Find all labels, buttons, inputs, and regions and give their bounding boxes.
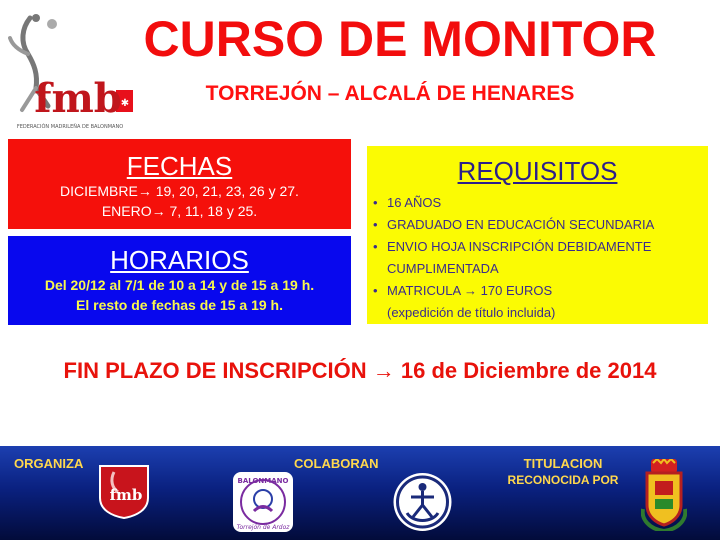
- svg-text:fmb: fmb: [109, 486, 143, 504]
- logo-caption: FEDERACIÓN MADRILEÑA DE BALONMANO: [16, 124, 124, 130]
- titulacion-label: TITULACION: [523, 456, 603, 471]
- svg-text:BALONMANO: BALONMANO: [237, 477, 289, 485]
- horarios-line: El resto de fechas de 15 a 19 h.: [76, 297, 283, 313]
- fechas-line: ENERO→ 7, 11, 18 y 25.: [101, 203, 258, 219]
- horarios-box: [8, 236, 351, 325]
- club-logo: [232, 471, 294, 533]
- requisitos-box: [367, 146, 708, 324]
- horarios-heading: HORARIOS: [110, 245, 249, 275]
- page-title: CURSO DE MONITOR: [143, 11, 657, 67]
- page-subtitle: TORREJÓN – ALCALÁ DE HENARES: [205, 82, 575, 105]
- requisito-item: • 16 AÑOS: [373, 192, 708, 214]
- svg-text:Torrejón de Ardoz: Torrejón de Ardoz: [236, 524, 290, 531]
- requisito-item: • ENVIO HOJA INSCRIPCIÓN DEBIDAMENTE CUMPLIMENTADA: [373, 236, 708, 280]
- colaboran-label: COLABORAN: [294, 456, 379, 471]
- colaborador-logo: [393, 471, 452, 533]
- fechas-heading: FECHAS: [126, 151, 233, 181]
- requisito-item: • GRADUADO EN EDUCACIÓN SECUNDARIA: [373, 214, 708, 236]
- crest-logo: [641, 459, 687, 531]
- logo-text: fmb: [34, 75, 122, 122]
- requisitos-heading: REQUISITOS: [457, 156, 618, 186]
- svg-text:✱: ✱: [120, 98, 130, 109]
- requisito-continuation: (expedición de título incluida): [387, 305, 556, 320]
- titulacion-sub-label: RECONOCIDA POR: [507, 473, 619, 487]
- deadline-notice: FIN PLAZO DE INSCRIPCIÓN → 16 de Diciembre de 2014: [63, 358, 657, 383]
- requisito-item: • MATRICULA → 170 EUROS (expedición de título incluida): [373, 280, 708, 324]
- fechas-line: DICIEMBRE→ 19, 20, 21, 23, 26 y 27.: [60, 183, 299, 199]
- fechas-box: [8, 139, 351, 229]
- requisito-continuation: CUMPLIMENTADA: [387, 261, 499, 276]
- organiza-label: ORGANIZA: [14, 456, 84, 471]
- horarios-line: Del 20/12 al 7/1 de 10 a 14 y de 15 a 19 h.: [44, 277, 315, 293]
- requisitos-list: [367, 192, 708, 324]
- fmb-badge-logo: [96, 462, 152, 520]
